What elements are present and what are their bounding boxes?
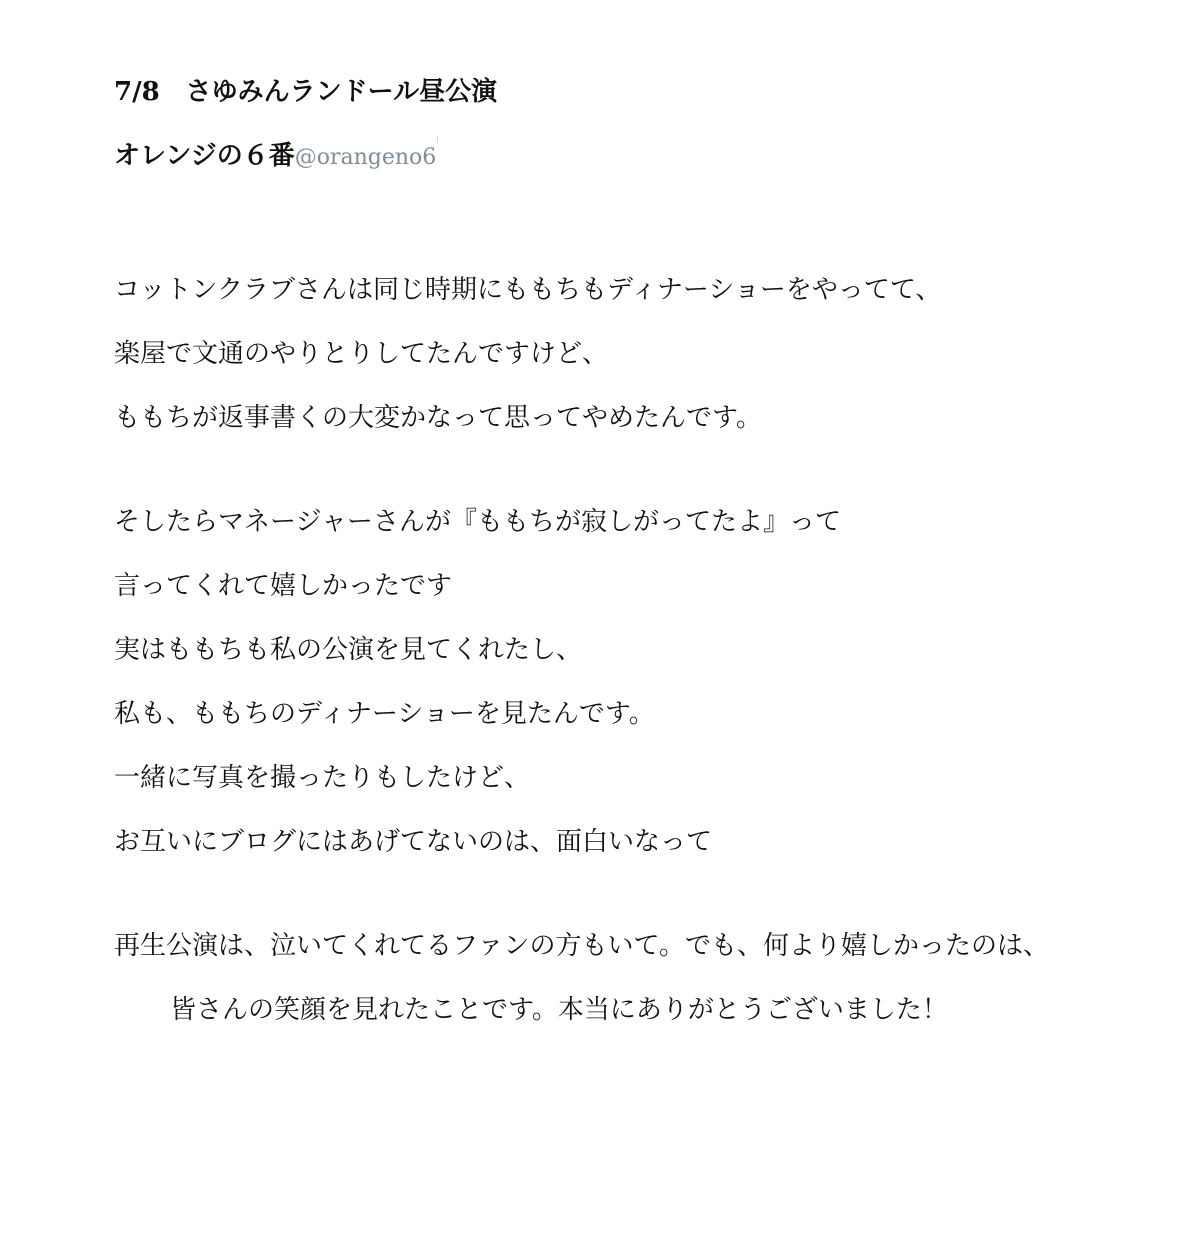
- paragraph: [114, 502, 1154, 862]
- text-line: コットンクラブさんは同じ時期にももちもディナーショーをやってて、: [114, 275, 942, 305]
- paragraph: [114, 926, 1154, 1030]
- author-handle[interactable]: @orangeno6: [294, 145, 437, 170]
- author-line: [114, 136, 1154, 178]
- text-line: 皆さんの笑顔を見れたことです。本当にありがとうございました！: [170, 995, 948, 1025]
- document-body: [114, 270, 1154, 1030]
- text-line: お互いにブログにはあげてないのは、面白いなって: [114, 827, 713, 857]
- text-line: 楽屋で文通のやりとりしてたんですけど、: [114, 339, 609, 369]
- text-line: そしたらマネージャーさんが『ももちが寂しがってたよ』って: [114, 507, 841, 537]
- text-line: 再生公演は、泣いてくれてるファンの方もいて。でも、何より嬉しかったのは、: [114, 931, 1049, 961]
- author-name: オレンジの６番: [114, 141, 295, 171]
- text-line: 私も、ももちのディナーショーを見たんです。: [114, 699, 655, 729]
- paragraph: [114, 270, 1154, 438]
- text-line: 言ってくれて嬉しかったです: [114, 571, 453, 601]
- text-line: ももちが返事書くの大変かなって思ってやめたんです。: [114, 403, 762, 433]
- text-line: 実はももちも私の公演を見てくれたし、: [114, 635, 583, 665]
- text-line: 一緒に写真を撮ったりもしたけど、: [114, 763, 531, 793]
- document-page: [114, 72, 1154, 1094]
- cursor-mark: [437, 136, 438, 142]
- document-title: 7/8 さゆみんランドール昼公演: [114, 77, 498, 107]
